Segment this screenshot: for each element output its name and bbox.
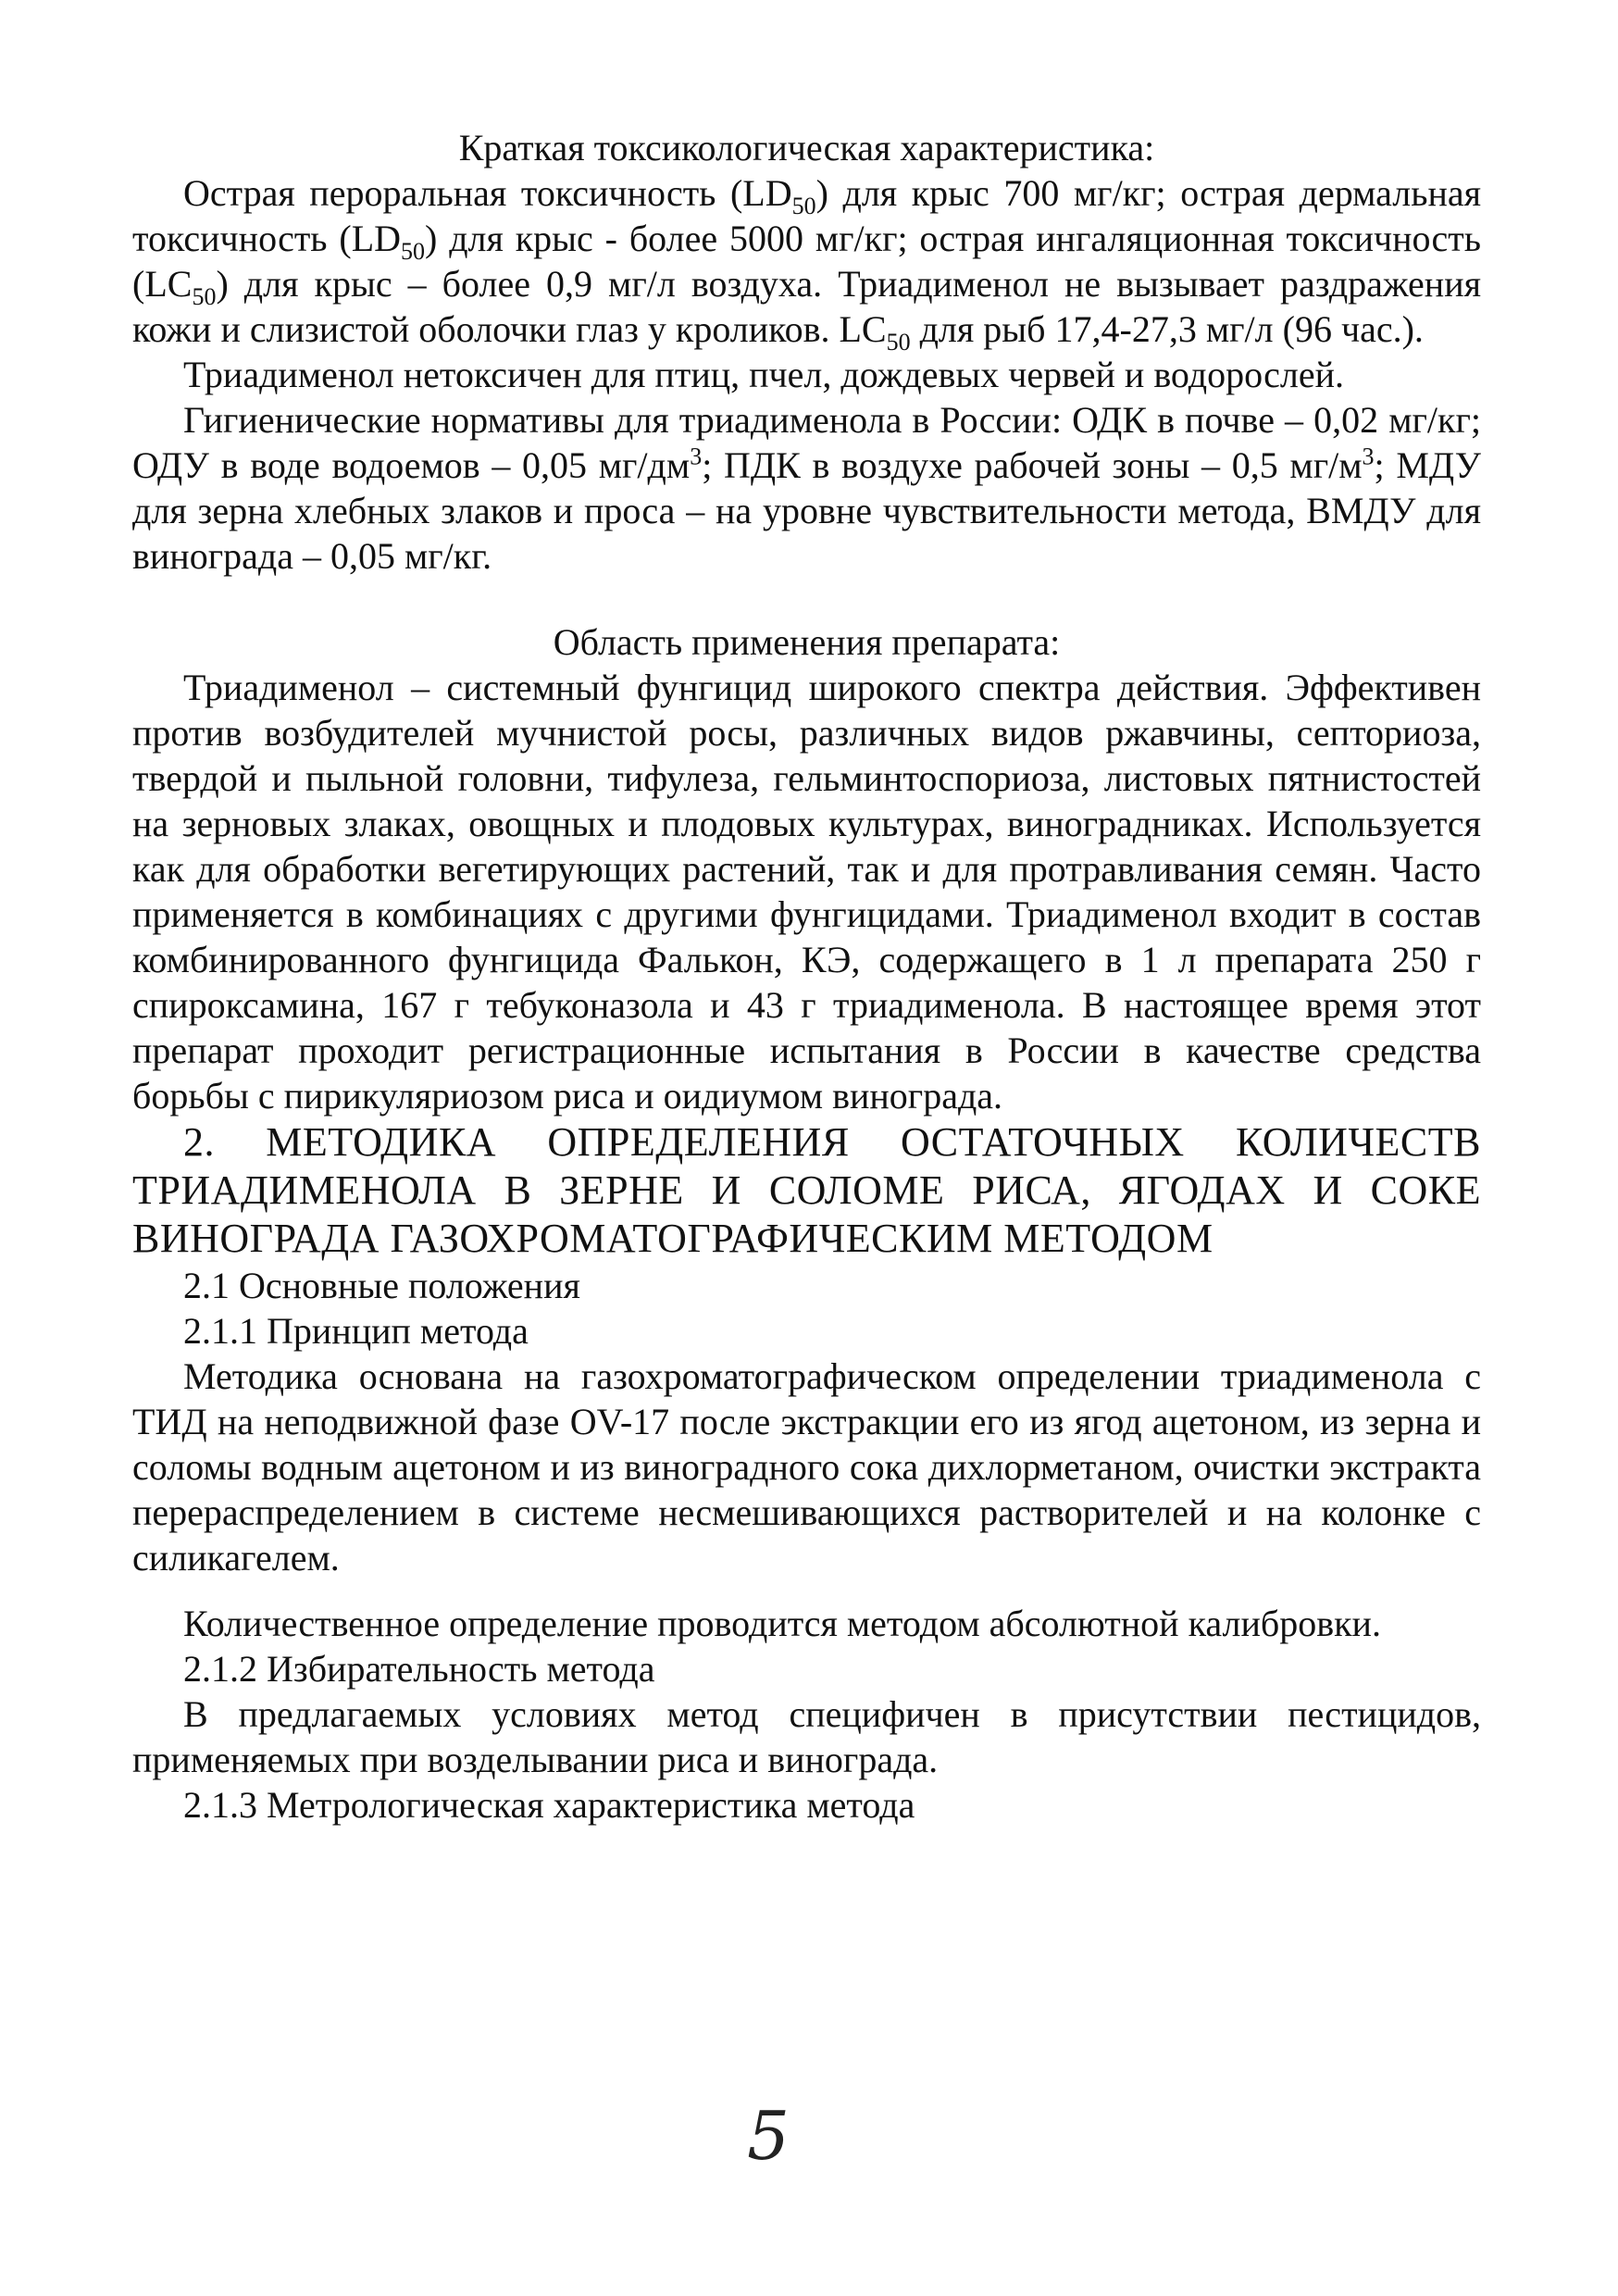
tox-section-title: Краткая токсикологическая характеристика: [458,127,1155,168]
section-2-heading: 2. МЕТОДИКА ОПРЕДЕЛЕНИЯ ОСТАТОЧНЫХ КОЛИЧЕСТВ ТРИАДИМЕНОЛА В ЗЕРНЕ И СОЛОМЕ РИСА, ЯГОДАХ И СОКЕ ВИНОГРАДА ГАЗОХРОМАТОГРАФИЧЕСКИМ МЕТОДОМ [132,1119,1481,1261]
method-principle-paragraph: Методика основана на газохроматографическом определении триадименола с ТИД на неподвижной фазе OV-17 после экстракции его из ягод ацетоном, из зерна и соломы водным ацетоном и из виноградного сока дихлорметаном, очистки экстракта перераспределением в системе несмешивающихся растворителей и на колонке с силикагелем. [132,1355,1481,1578]
tox-paragraph-2: Триадименол нетоксичен для птиц, пчел, дождевых червей и водорослей. [183,354,1345,395]
subsection-2-1-2-title: 2.1.2 Избирательность метода [183,1648,655,1690]
selectivity-paragraph: В предлагаемых условиях метод специфичен в присутствии пестицидов, применяемых при возделывании риса и винограда. [132,1693,1481,1780]
subsection-2-1-3-title: 2.1.3 Метрологическая характеристика метода [183,1784,915,1826]
tox-paragraph-1: Острая пероральная токсичность $(LD_{50})$ для крыс 700 мг/кг; острая дермальная токсичность $(LD_{50})$ для крыс - более 5000 мг/кг; острая ингаляционная токсичность $(LC_{50})$ для крыс – более 0,9 мг/л воздуха. Триадименол не вызывает раздражения кожи и слизистой оболочки глаз у кроликов. $LC_{50}$ для рыб 17,4-27,3 мг/л (96 час.). [132,172,1482,356]
page-content [132,125,1481,1828]
hygiene-paragraph: Гигиенические нормативы для триадименола в России: ОДК в почве – 0,02 мг/кг; ОДУ в воде водоемов – 0,05 $мг/дм^3$; ПДК в воздухе рабочей зоны – 0,5 $мг/м^3$; МДУ для зерна хлебных злаков и проса – на уровне чувствительности метода, ВМДУ для винограда – 0,05 мг/кг. [132,399,1481,577]
subsection-2-1-title: 2.1 Основные положения [183,1265,580,1306]
application-paragraph: Триадименол – системный фунгицид широкого спектра действия. Эффективен против возбудителей мучнистой росы, различных видов ржавчины, септориоза, твердой и пыльной головни, тифулеза, гельминтоспориоза, листовых пятнистостей на зерновых злаках, овощных и плодовых культурах, виноградниках. Используется как для обработки вегетирующих растений, так и для протравливания семян. Часто применяется в комбинациях с другими фунгицидами. Триадименол входит в состав комбинированного фунгицида Фалькон, КЭ, содержащего в 1 л препарата 250 г спироксамина, 167 г тебуконазола и 43 г триадименола. В настоящее время этот препарат проходит регистрационные испытания в России в качестве средства борьбы с пирикуляриозом риса и оидиумом винограда. [132,667,1481,1117]
application-section-title: Область применения препарата: [553,621,1061,663]
quantification-paragraph: Количественное определение проводится методом абсолютной калибровки. [183,1603,1381,1644]
subsection-2-1-1-title: 2.1.1 Принцип метода [183,1310,529,1352]
page-number: 5 [747,2097,790,2175]
